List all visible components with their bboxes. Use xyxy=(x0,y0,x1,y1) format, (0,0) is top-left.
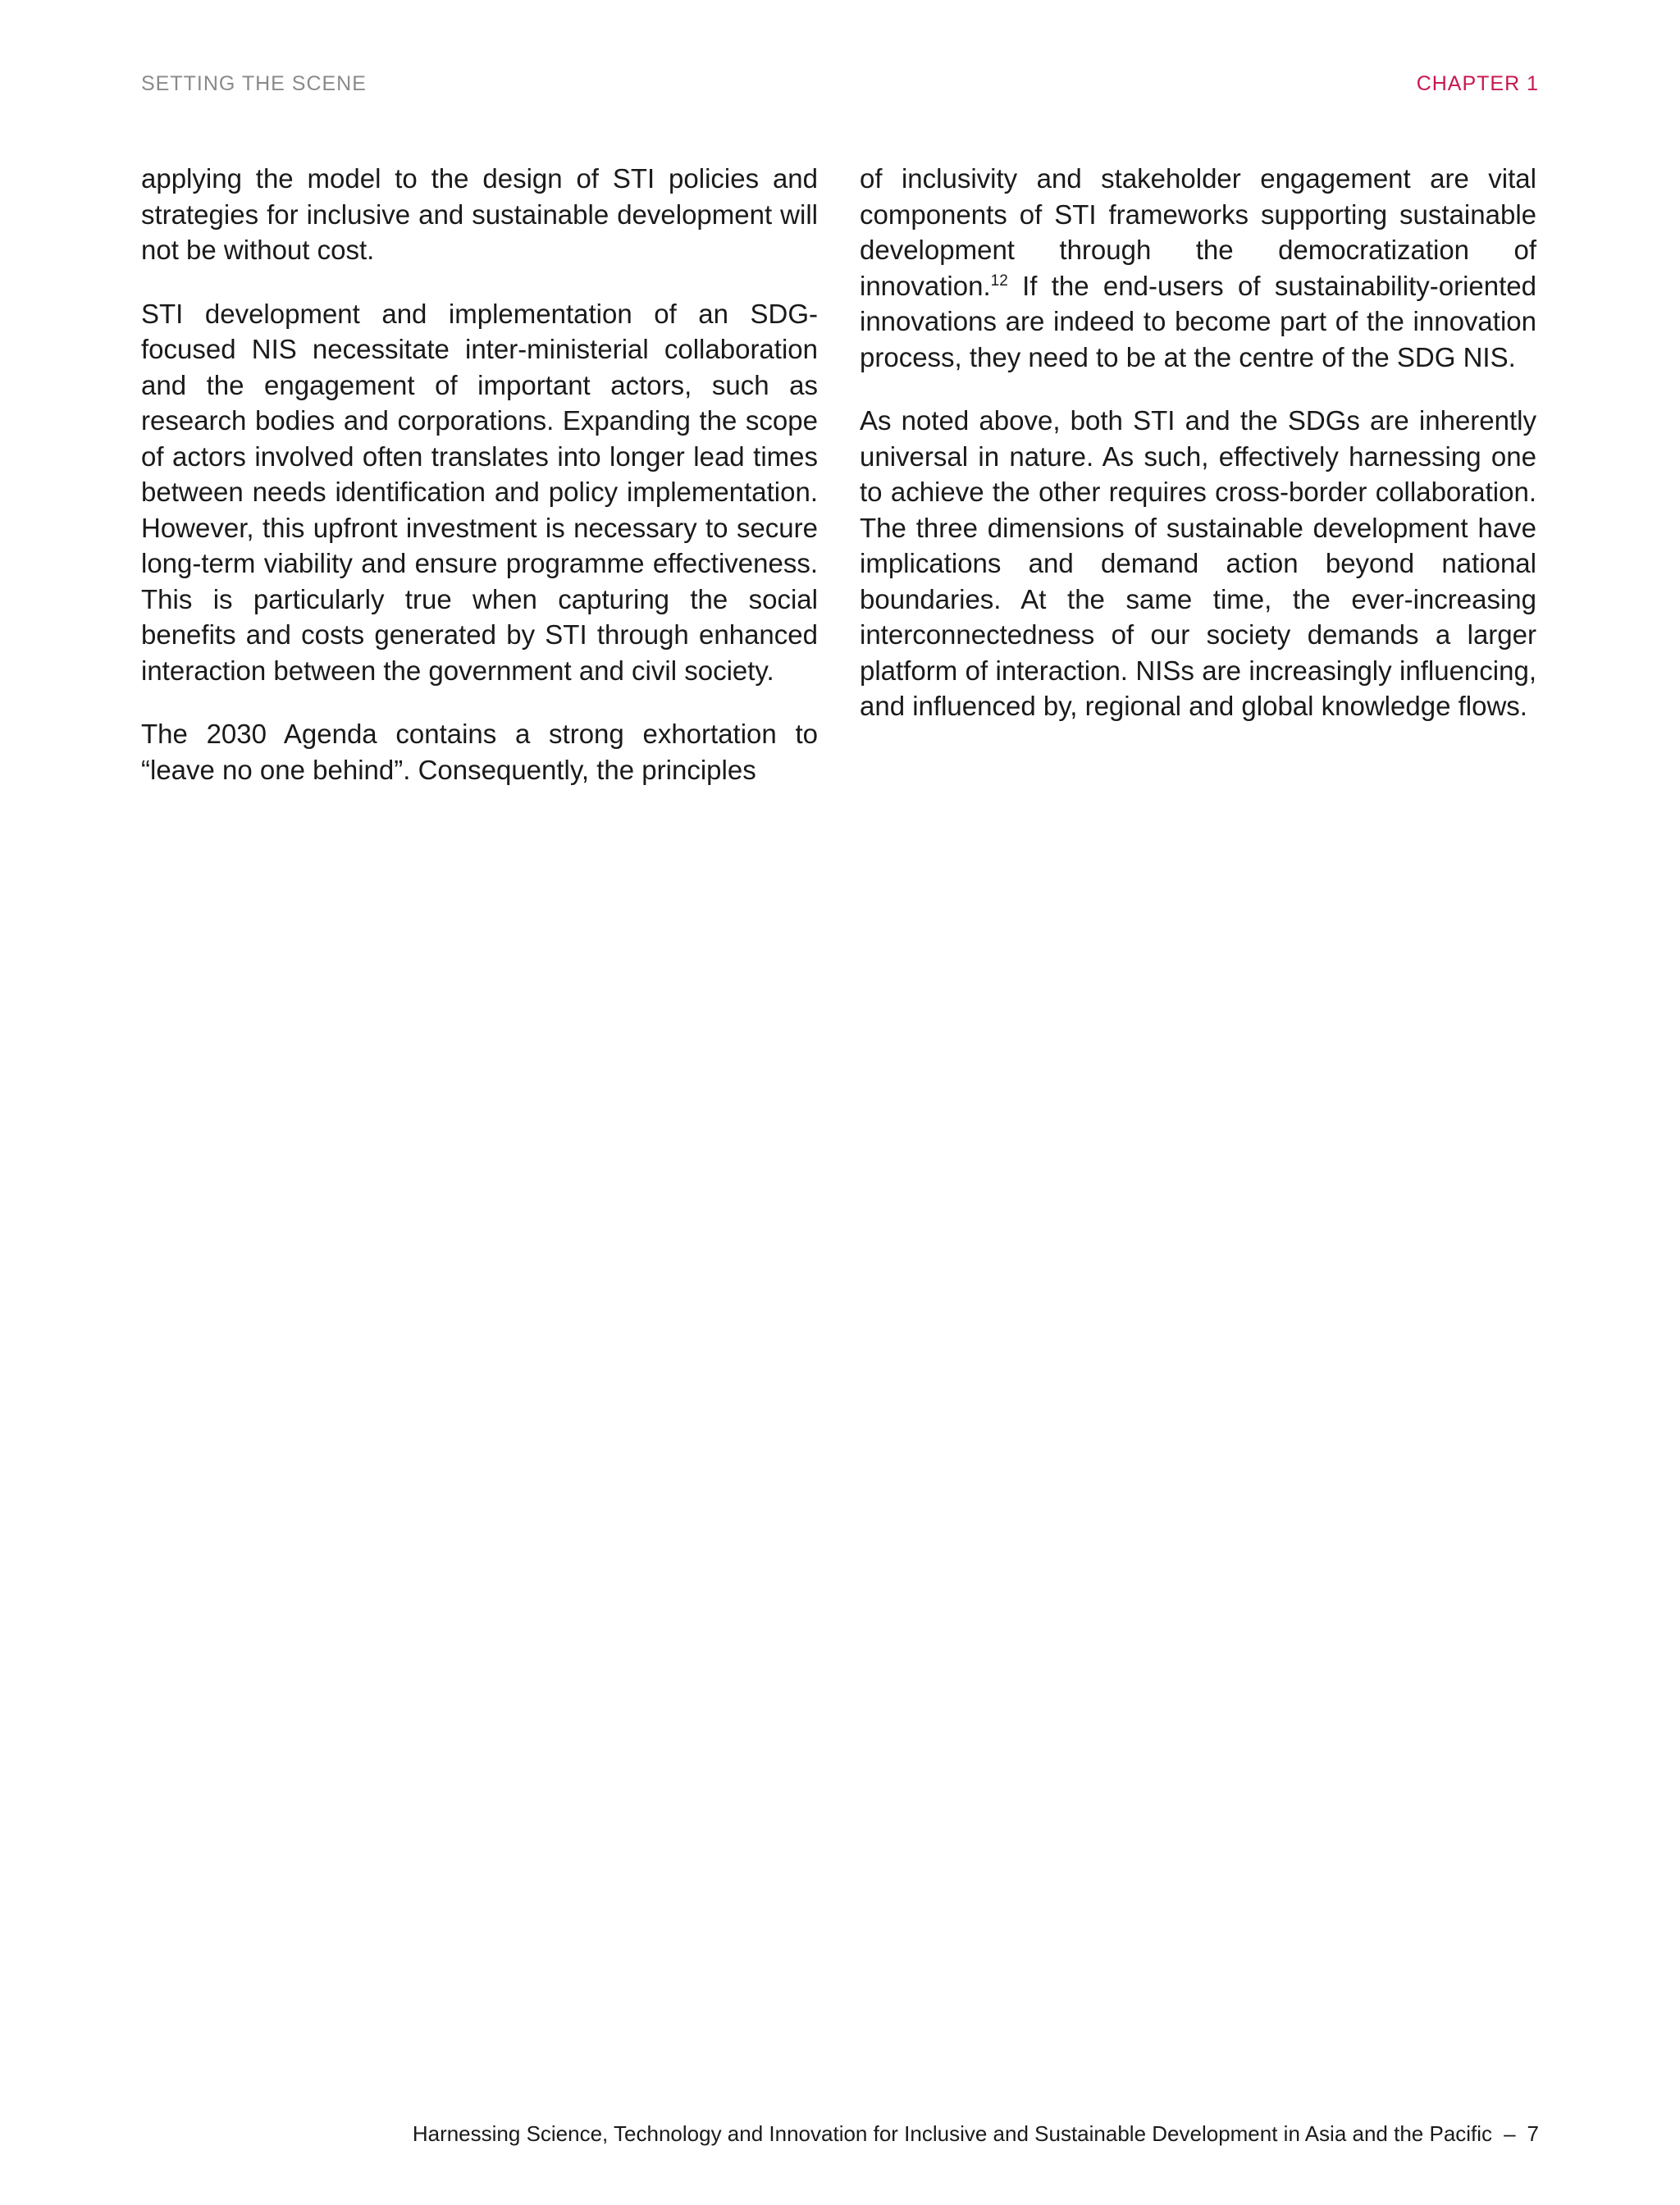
paragraph: The 2030 Agenda contains a strong exhortation to “leave no one behind”. Consequently, the principles xyxy=(141,719,818,785)
page-footer xyxy=(413,2121,1539,2147)
section-label: SETTING THE SCENE xyxy=(141,72,367,95)
left-column xyxy=(141,161,818,815)
chapter-label: CHAPTER 1 xyxy=(1416,72,1539,95)
right-column xyxy=(860,161,1536,752)
paragraph: STI development and implementation of an SDG-focused NIS necessitate inter-ministerial collaboration and the engagement of important actors, such as research bodies and corporations. Expanding the scope of actors involved often translates into longer lead times between needs identification and policy implementation. However, this upfront investment is necessary to secure long-term viability and ensure programme effectiveness. This is particularly true when capturing the social benefits and costs generated by STI through enhanced interaction between the government and civil society. xyxy=(141,298,818,686)
paragraph: applying the model to the design of STI policies and strategies for inclusive and sustainable development will not be without cost. xyxy=(141,163,818,265)
footnote-reference[interactable]: 12 xyxy=(990,272,1008,290)
publication-title: Harnessing Science, Technology and Innovation for Inclusive and Sustainable Development in Asia and the Pacific xyxy=(412,2121,1493,2146)
paragraph-text: If the end-users of sustainability-oriented innovations are indeed to become part of the innovation process, they need to be at the centre of the SDG NIS. xyxy=(860,270,1536,372)
paragraph xyxy=(860,161,1536,375)
page-number: 7 xyxy=(1527,2121,1539,2146)
paragraph-text: of inclusivity and stakeholder engagement are vital components of STI frameworks supporting sustainable development through the democratization of innovation. xyxy=(860,163,1536,301)
running-header xyxy=(141,72,1539,98)
footer-separator: – xyxy=(1504,2121,1516,2146)
paragraph: As noted above, both STI and the SDGs are inherently universal in nature. As such, effectively harnessing one to achieve the other requires cross-border collaboration. The three dimensions of sustainable development have implications and demand action beyond national boundaries. At the same time, the ever-increasing interconnectedness of our society demands a larger platform of interaction. NISs are increasingly influencing, and influenced by, regional and global knowledge flows. xyxy=(860,405,1536,721)
